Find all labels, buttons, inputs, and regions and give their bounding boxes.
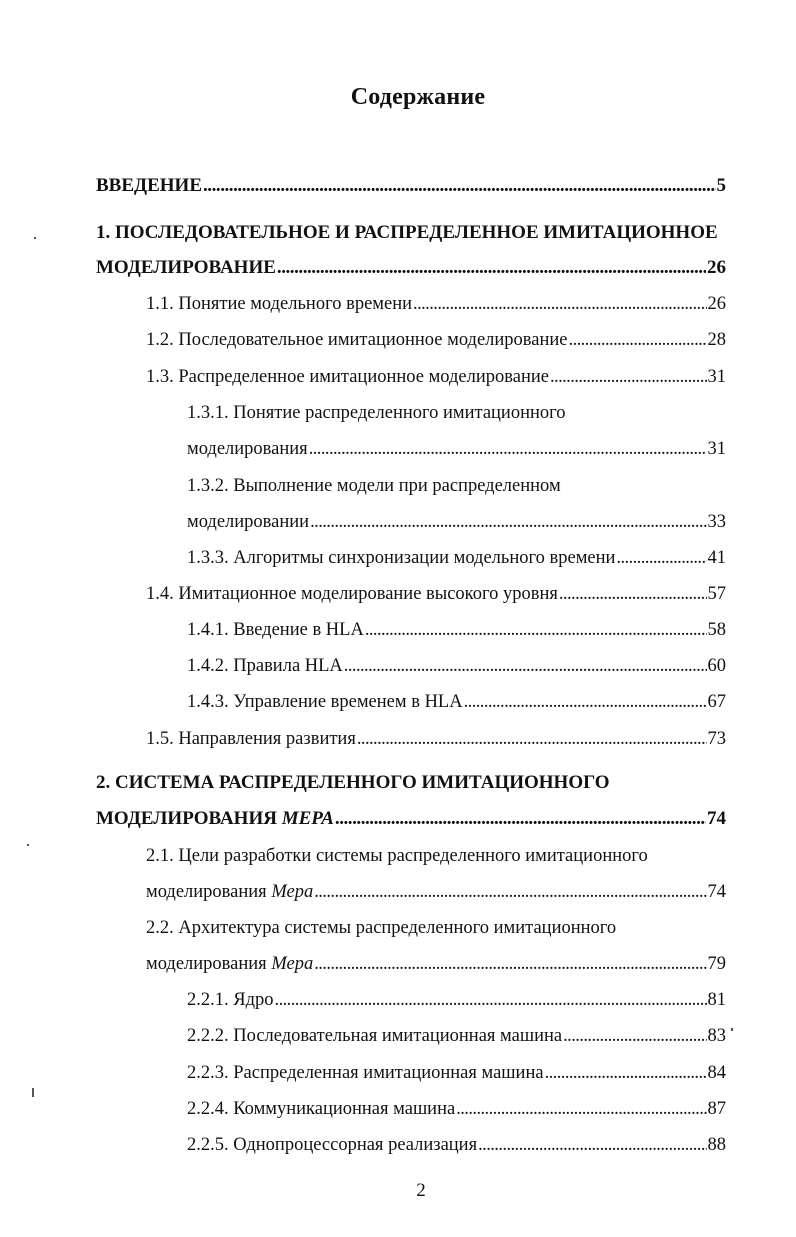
leader-dots	[563, 1024, 706, 1048]
toc-entry-1-3[interactable]	[146, 365, 726, 389]
toc-entry-chapter-1[interactable]	[96, 256, 726, 280]
toc-entry-label: 2.2.4. Коммуникационная машина	[187, 1099, 456, 1119]
toc-entry-label: 2.2.5. Однопроцессорная реализация	[187, 1135, 478, 1155]
toc-entry-1-4-1[interactable]	[187, 618, 726, 642]
toc-entry-1-1[interactable]	[146, 292, 726, 316]
toc-entry-page: 31	[707, 439, 726, 459]
toc-entry-2-2-4[interactable]	[187, 1097, 726, 1121]
toc-entry-page: 5	[716, 175, 726, 196]
toc-entry-label: 1.3. Распределенное имитационное моделирование	[146, 367, 549, 387]
leader-dots	[559, 582, 707, 606]
toc-entry-label: 1.4.1. Введение в HLA	[187, 620, 364, 640]
toc-entry-page: 84	[707, 1063, 726, 1083]
toc-entry-label: 1.4. Имитационное моделирование высокого уровня	[146, 584, 558, 604]
leader-dots	[314, 880, 706, 904]
toc-chapter-2-title-line1: 2. СИСТЕМА РАСПРЕДЕЛЕННОГО ИМИТАЦИОННОГО	[96, 772, 610, 793]
toc-entry-label: моделировании	[187, 512, 310, 532]
scan-speck	[731, 1028, 733, 1031]
toc-entry-1-3-1[interactable]	[187, 437, 726, 461]
toc-entry-label	[96, 807, 334, 831]
toc-entry-page: 33	[707, 512, 726, 532]
toc-entry-2-2-5[interactable]	[187, 1133, 726, 1157]
page-number: 2	[416, 1180, 426, 1201]
toc-entry-2-2-3[interactable]	[187, 1061, 726, 1085]
toc-entry-1-3-2-line1: 1.3.2. Выполнение модели при распределенном	[187, 476, 561, 496]
leader-dots	[616, 546, 706, 570]
toc-entry-page: 41	[707, 548, 726, 568]
toc-entry-label	[146, 880, 313, 904]
toc-entry-label: моделирования	[187, 439, 308, 459]
toc-entry-page: 81	[707, 990, 726, 1010]
toc-entry-label	[146, 952, 313, 976]
toc-entry-page: 83	[707, 1026, 726, 1046]
toc-entry-page: 28	[707, 330, 726, 350]
toc-entry-1-4-3[interactable]	[187, 690, 726, 714]
toc-entry-label: 1.5. Направления развития	[146, 729, 356, 749]
toc-entry-page: 31	[707, 367, 726, 387]
toc-entry-label-text: моделирования	[146, 954, 267, 974]
toc-entry-page: 74	[707, 808, 726, 829]
toc-entry-label: 1.4.2. Правила HLA	[187, 656, 343, 676]
scan-speck	[32, 1088, 34, 1097]
toc-entry-page: 26	[707, 257, 726, 278]
toc-entry-label: МОДЕЛИРОВАНИЕ	[96, 257, 276, 278]
toc-entry-chapter-2[interactable]	[96, 807, 726, 831]
leader-dots	[478, 1133, 706, 1157]
leader-dots	[203, 174, 716, 198]
toc-entry-label: 2.2.3. Распределенная имитационная машина	[187, 1063, 544, 1083]
leader-dots	[464, 690, 707, 714]
toc-entry-page: 60	[707, 656, 726, 676]
toc-entry-page: 57	[707, 584, 726, 604]
leader-dots	[357, 727, 707, 751]
leader-dots	[309, 437, 707, 461]
toc-entry-2-1-line1: 2.1. Цели разработки системы распределенного имитационного	[146, 846, 648, 866]
toc-entry-2-2[interactable]	[146, 952, 726, 976]
leader-dots	[550, 365, 707, 389]
toc-chapter-1-title-line1: 1. ПОСЛЕДОВАТЕЛЬНОЕ И РАСПРЕДЕЛЕННОЕ ИМИТАЦИОННОЕ	[96, 222, 718, 243]
toc-entry-1-3-3[interactable]	[187, 546, 726, 570]
toc-entry-label-italic: Мера	[271, 882, 314, 902]
toc-entry-label-italic: МЕРА	[281, 808, 334, 829]
toc-entry-page: 26	[707, 294, 726, 314]
toc-entry-page: 58	[707, 620, 726, 640]
toc-entry-1-2[interactable]	[146, 328, 726, 352]
toc-entry-1-5[interactable]	[146, 727, 726, 751]
leader-dots	[310, 510, 706, 534]
toc-entry-page: 87	[707, 1099, 726, 1119]
toc-entry-1-3-2[interactable]	[187, 510, 726, 534]
toc-entry-label: 1.4.3. Управление временем в HLA	[187, 692, 463, 712]
toc-entry-page: 79	[707, 954, 726, 974]
toc-entry-label: 1.1. Понятие модельного времени	[146, 294, 413, 314]
toc-entry-label: 1.2. Последовательное имитационное моделирование	[146, 330, 568, 350]
leader-dots	[569, 328, 707, 352]
toc-entry-page: 88	[707, 1135, 726, 1155]
leader-dots	[335, 807, 706, 831]
toc-entry-1-4-2[interactable]	[187, 654, 726, 678]
leader-dots	[314, 952, 706, 976]
toc-entry-introduction[interactable]	[96, 174, 726, 198]
toc-entry-2-1[interactable]	[146, 880, 726, 904]
toc-entry-2-2-line1: 2.2. Архитектура системы распределенного имитационного	[146, 918, 617, 938]
toc-entry-page: 67	[707, 692, 726, 712]
leader-dots	[344, 654, 707, 678]
leader-dots	[365, 618, 707, 642]
toc-entry-1-4[interactable]	[146, 582, 726, 606]
toc-entry-label: 1.3.3. Алгоритмы синхронизации модельного времени	[187, 548, 616, 568]
toc-entry-2-2-2[interactable]	[187, 1024, 726, 1048]
scan-speck	[34, 237, 36, 239]
toc-entry-label: 2.2.2. Последовательная имитационная машина	[187, 1026, 563, 1046]
toc-entry-label-text: МОДЕЛИРОВАНИЯ	[96, 808, 277, 829]
toc-entry-label-italic: Мера	[271, 954, 314, 974]
toc-entry-page: 74	[707, 882, 726, 902]
scan-speck	[27, 844, 29, 846]
toc-entry-page: 73	[707, 729, 726, 749]
leader-dots	[456, 1097, 706, 1121]
leader-dots	[545, 1061, 707, 1085]
toc-entry-label-text: моделирования	[146, 882, 267, 902]
toc-entry-label: ВВЕДЕНИЕ	[96, 175, 202, 196]
toc-entry-1-3-1-line1: 1.3.1. Понятие распределенного имитационного	[187, 403, 566, 423]
toc-entry-label: 2.2.1. Ядро	[187, 990, 274, 1010]
toc-entry-2-2-1[interactable]	[187, 988, 726, 1012]
page-title: Содержание	[350, 84, 486, 110]
leader-dots	[413, 292, 706, 316]
leader-dots	[277, 256, 706, 280]
leader-dots	[275, 988, 707, 1012]
